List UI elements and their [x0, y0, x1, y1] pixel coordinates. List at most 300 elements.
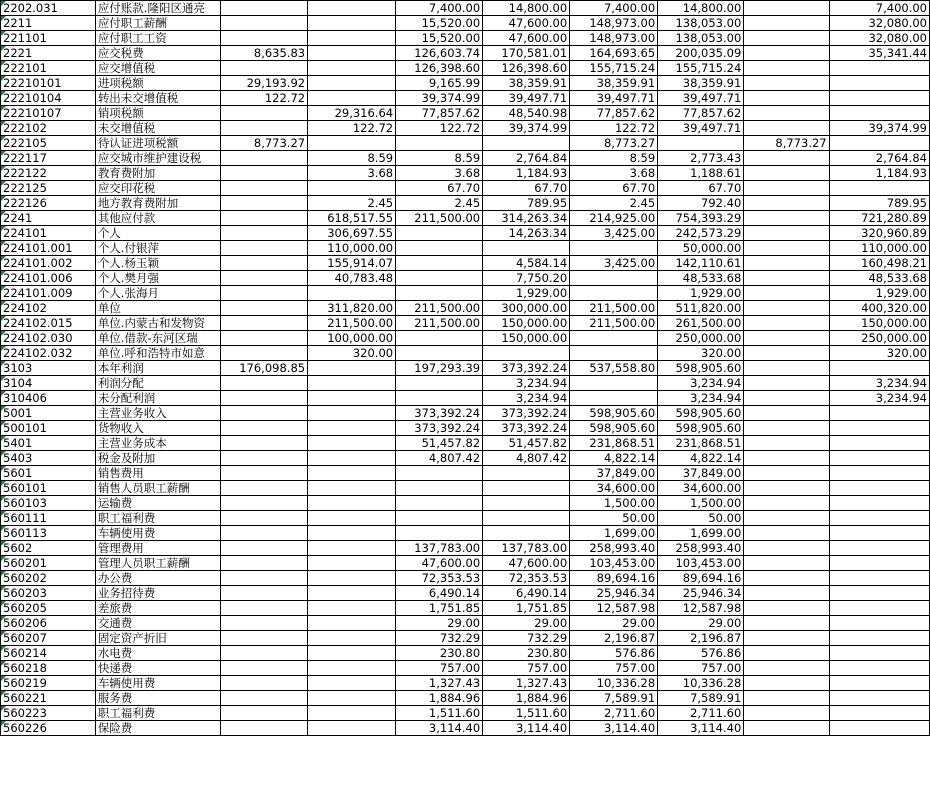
ytd-debit-cell[interactable]	[570, 391, 658, 406]
opening-debit-cell[interactable]: 29,193.92	[221, 76, 308, 91]
closing-credit-cell[interactable]: 1,929.00	[829, 286, 929, 301]
opening-debit-cell[interactable]	[221, 421, 308, 436]
ytd-credit-cell[interactable]: 757.00	[658, 661, 744, 676]
closing-debit-cell[interactable]	[744, 451, 829, 466]
opening-debit-cell[interactable]	[221, 706, 308, 721]
closing-debit-cell[interactable]	[744, 556, 829, 571]
closing-debit-cell[interactable]	[744, 706, 829, 721]
period-credit-cell[interactable]: 373,392.24	[483, 361, 570, 376]
opening-debit-cell[interactable]	[221, 646, 308, 661]
ytd-debit-cell[interactable]: 155,715.24	[570, 61, 658, 76]
ytd-debit-cell[interactable]: 29.00	[570, 616, 658, 631]
opening-debit-cell[interactable]	[221, 616, 308, 631]
opening-debit-cell[interactable]	[221, 541, 308, 556]
opening-debit-cell[interactable]	[221, 376, 308, 391]
closing-debit-cell[interactable]	[744, 166, 829, 181]
ytd-credit-cell[interactable]: 2,196.87	[658, 631, 744, 646]
period-debit-cell[interactable]: 51,457.82	[396, 436, 483, 451]
account-code-cell[interactable]	[1, 151, 96, 166]
account-name-cell[interactable]: 固定资产折旧	[95, 631, 220, 646]
opening-debit-cell[interactable]	[221, 151, 308, 166]
period-credit-cell[interactable]: 2,764.84	[483, 151, 570, 166]
closing-credit-cell[interactable]	[829, 646, 929, 661]
period-debit-cell[interactable]	[396, 346, 483, 361]
account-name-cell[interactable]: 单位.呼和浩特市如意	[95, 346, 220, 361]
period-credit-cell[interactable]: 7,750.20	[483, 271, 570, 286]
closing-credit-cell[interactable]	[829, 91, 929, 106]
closing-debit-cell[interactable]	[744, 391, 829, 406]
period-credit-cell[interactable]: 39,374.99	[483, 121, 570, 136]
account-name-cell[interactable]: 单位.借款-东河区瑞	[95, 331, 220, 346]
account-code-cell[interactable]	[1, 481, 96, 496]
period-credit-cell[interactable]: 757.00	[483, 661, 570, 676]
opening-credit-cell[interactable]: 2.45	[308, 196, 396, 211]
ytd-debit-cell[interactable]: 12,587.98	[570, 601, 658, 616]
account-code-cell[interactable]	[1, 301, 96, 316]
account-code-cell[interactable]	[1, 196, 96, 211]
opening-credit-cell[interactable]	[308, 481, 396, 496]
opening-credit-cell[interactable]	[308, 361, 396, 376]
ytd-credit-cell[interactable]: 155,715.24	[658, 61, 744, 76]
account-code-cell[interactable]	[1, 541, 96, 556]
period-debit-cell[interactable]: 122.72	[396, 121, 483, 136]
closing-debit-cell[interactable]	[744, 316, 829, 331]
ytd-credit-cell[interactable]: 67.70	[658, 181, 744, 196]
closing-debit-cell[interactable]	[744, 271, 829, 286]
account-name-cell[interactable]: 待认证进项税额	[95, 136, 220, 151]
closing-credit-cell[interactable]	[829, 106, 929, 121]
period-debit-cell[interactable]: 67.70	[396, 181, 483, 196]
account-code-cell[interactable]	[1, 421, 96, 436]
closing-debit-cell[interactable]	[744, 586, 829, 601]
period-credit-cell[interactable]: 126,398.60	[483, 61, 570, 76]
closing-credit-cell[interactable]	[829, 61, 929, 76]
ytd-debit-cell[interactable]: 3,114.40	[570, 721, 658, 736]
account-name-cell[interactable]: 应付账款.隆阳区通亮	[95, 1, 220, 16]
closing-credit-cell[interactable]: 721,280.89	[829, 211, 929, 226]
closing-credit-cell[interactable]	[829, 181, 929, 196]
account-code-cell[interactable]	[1, 406, 96, 421]
ytd-debit-cell[interactable]: 38,359.91	[570, 76, 658, 91]
opening-debit-cell[interactable]	[221, 346, 308, 361]
ytd-credit-cell[interactable]: 320.00	[658, 346, 744, 361]
closing-credit-cell[interactable]	[829, 76, 929, 91]
period-credit-cell[interactable]: 14,263.34	[483, 226, 570, 241]
opening-credit-cell[interactable]	[308, 421, 396, 436]
ytd-credit-cell[interactable]: 50.00	[658, 511, 744, 526]
ytd-credit-cell[interactable]: 598,905.60	[658, 361, 744, 376]
account-code-cell[interactable]	[1, 526, 96, 541]
period-credit-cell[interactable]: 6,490.14	[483, 586, 570, 601]
closing-credit-cell[interactable]	[829, 721, 929, 736]
closing-debit-cell[interactable]	[744, 526, 829, 541]
account-name-cell[interactable]: 本年利润	[95, 361, 220, 376]
closing-debit-cell[interactable]	[744, 646, 829, 661]
account-name-cell[interactable]: 运输费	[95, 496, 220, 511]
ytd-debit-cell[interactable]: 757.00	[570, 661, 658, 676]
opening-debit-cell[interactable]	[221, 571, 308, 586]
closing-debit-cell[interactable]	[744, 361, 829, 376]
ytd-debit-cell[interactable]: 598,905.60	[570, 406, 658, 421]
closing-credit-cell[interactable]	[829, 706, 929, 721]
account-name-cell[interactable]: 服务费	[95, 691, 220, 706]
opening-credit-cell[interactable]	[308, 406, 396, 421]
opening-debit-cell[interactable]	[221, 31, 308, 46]
ytd-credit-cell[interactable]: 50,000.00	[658, 241, 744, 256]
closing-credit-cell[interactable]: 7,400.00	[829, 1, 929, 16]
ytd-credit-cell[interactable]	[658, 136, 744, 151]
opening-debit-cell[interactable]	[221, 436, 308, 451]
closing-debit-cell[interactable]	[744, 286, 829, 301]
closing-credit-cell[interactable]	[829, 481, 929, 496]
ytd-credit-cell[interactable]: 598,905.60	[658, 406, 744, 421]
period-credit-cell[interactable]	[483, 466, 570, 481]
account-name-cell[interactable]: 地方教育费附加	[95, 196, 220, 211]
closing-credit-cell[interactable]: 320.00	[829, 346, 929, 361]
closing-credit-cell[interactable]	[829, 136, 929, 151]
period-credit-cell[interactable]	[483, 481, 570, 496]
ytd-credit-cell[interactable]: 576.86	[658, 646, 744, 661]
closing-debit-cell[interactable]	[744, 376, 829, 391]
closing-credit-cell[interactable]	[829, 571, 929, 586]
account-name-cell[interactable]: 应付职工薪酬	[95, 16, 220, 31]
closing-debit-cell[interactable]	[744, 331, 829, 346]
account-code-cell[interactable]	[1, 136, 96, 151]
closing-credit-cell[interactable]: 1,184.93	[829, 166, 929, 181]
period-debit-cell[interactable]: 757.00	[396, 661, 483, 676]
account-name-cell[interactable]: 职工福利费	[95, 706, 220, 721]
ytd-credit-cell[interactable]: 4,822.14	[658, 451, 744, 466]
ytd-credit-cell[interactable]: 89,694.16	[658, 571, 744, 586]
period-credit-cell[interactable]: 47,600.00	[483, 556, 570, 571]
closing-credit-cell[interactable]	[829, 586, 929, 601]
opening-credit-cell[interactable]: 8.59	[308, 151, 396, 166]
closing-debit-cell[interactable]	[744, 421, 829, 436]
opening-credit-cell[interactable]	[308, 76, 396, 91]
ytd-credit-cell[interactable]: 1,188.61	[658, 166, 744, 181]
ytd-debit-cell[interactable]: 164,693.65	[570, 46, 658, 61]
period-debit-cell[interactable]: 77,857.62	[396, 106, 483, 121]
opening-debit-cell[interactable]	[221, 481, 308, 496]
account-name-cell[interactable]: 水电费	[95, 646, 220, 661]
period-debit-cell[interactable]	[396, 286, 483, 301]
period-credit-cell[interactable]	[483, 346, 570, 361]
period-debit-cell[interactable]: 29.00	[396, 616, 483, 631]
account-code-cell[interactable]	[1, 166, 96, 181]
account-name-cell[interactable]: 未分配利润	[95, 391, 220, 406]
period-debit-cell[interactable]	[396, 226, 483, 241]
period-credit-cell[interactable]	[483, 496, 570, 511]
opening-credit-cell[interactable]	[308, 61, 396, 76]
closing-debit-cell[interactable]	[744, 61, 829, 76]
opening-credit-cell[interactable]	[308, 136, 396, 151]
ytd-credit-cell[interactable]: 12,587.98	[658, 601, 744, 616]
account-code-cell[interactable]	[1, 511, 96, 526]
closing-credit-cell[interactable]	[829, 631, 929, 646]
closing-credit-cell[interactable]	[829, 406, 929, 421]
ytd-debit-cell[interactable]	[570, 241, 658, 256]
opening-credit-cell[interactable]	[308, 676, 396, 691]
account-code-cell[interactable]	[1, 316, 96, 331]
opening-credit-cell[interactable]: 211,500.00	[308, 316, 396, 331]
ytd-credit-cell[interactable]: 250,000.00	[658, 331, 744, 346]
ytd-credit-cell[interactable]: 754,393.29	[658, 211, 744, 226]
account-code-cell[interactable]	[1, 391, 96, 406]
opening-debit-cell[interactable]	[221, 316, 308, 331]
ytd-credit-cell[interactable]: 2,711.60	[658, 706, 744, 721]
ytd-credit-cell[interactable]: 1,699.00	[658, 526, 744, 541]
period-debit-cell[interactable]	[396, 331, 483, 346]
opening-credit-cell[interactable]	[308, 526, 396, 541]
opening-credit-cell[interactable]	[308, 1, 396, 16]
period-credit-cell[interactable]: 29.00	[483, 616, 570, 631]
closing-debit-cell[interactable]	[744, 91, 829, 106]
account-code-cell[interactable]	[1, 286, 96, 301]
account-code-cell[interactable]	[1, 31, 96, 46]
ytd-debit-cell[interactable]: 2,711.60	[570, 706, 658, 721]
period-credit-cell[interactable]: 47,600.00	[483, 31, 570, 46]
period-debit-cell[interactable]	[396, 511, 483, 526]
ytd-debit-cell[interactable]	[570, 376, 658, 391]
ytd-credit-cell[interactable]: 14,800.00	[658, 1, 744, 16]
account-code-cell[interactable]	[1, 601, 96, 616]
account-name-cell[interactable]: 车辆使用费	[95, 526, 220, 541]
closing-debit-cell[interactable]	[744, 301, 829, 316]
ytd-credit-cell[interactable]: 29.00	[658, 616, 744, 631]
period-credit-cell[interactable]: 1,884.96	[483, 691, 570, 706]
period-credit-cell[interactable]: 373,392.24	[483, 406, 570, 421]
closing-debit-cell[interactable]	[744, 106, 829, 121]
account-code-cell[interactable]	[1, 661, 96, 676]
period-credit-cell[interactable]: 789.95	[483, 196, 570, 211]
ytd-credit-cell[interactable]: 511,820.00	[658, 301, 744, 316]
ytd-debit-cell[interactable]: 7,589.91	[570, 691, 658, 706]
opening-debit-cell[interactable]	[221, 16, 308, 31]
period-debit-cell[interactable]: 2.45	[396, 196, 483, 211]
period-credit-cell[interactable]: 3,234.94	[483, 376, 570, 391]
account-name-cell[interactable]: 应付职工工资	[95, 31, 220, 46]
period-debit-cell[interactable]: 72,353.53	[396, 571, 483, 586]
account-name-cell[interactable]: 货物收入	[95, 421, 220, 436]
account-name-cell[interactable]: 应交城市维护建设税	[95, 151, 220, 166]
ytd-debit-cell[interactable]: 148,973.00	[570, 16, 658, 31]
period-debit-cell[interactable]: 137,783.00	[396, 541, 483, 556]
ytd-debit-cell[interactable]: 211,500.00	[570, 316, 658, 331]
opening-credit-cell[interactable]: 100,000.00	[308, 331, 396, 346]
account-name-cell[interactable]: 管理费用	[95, 541, 220, 556]
ytd-debit-cell[interactable]: 148,973.00	[570, 31, 658, 46]
period-debit-cell[interactable]: 126,603.74	[396, 46, 483, 61]
period-credit-cell[interactable]: 1,511.60	[483, 706, 570, 721]
closing-credit-cell[interactable]: 789.95	[829, 196, 929, 211]
opening-credit-cell[interactable]: 110,000.00	[308, 241, 396, 256]
closing-debit-cell[interactable]	[744, 196, 829, 211]
account-code-cell[interactable]	[1, 241, 96, 256]
period-debit-cell[interactable]	[396, 376, 483, 391]
period-credit-cell[interactable]: 1,184.93	[483, 166, 570, 181]
closing-debit-cell[interactable]	[744, 541, 829, 556]
account-code-cell[interactable]	[1, 106, 96, 121]
opening-debit-cell[interactable]	[221, 511, 308, 526]
opening-credit-cell[interactable]: 306,697.55	[308, 226, 396, 241]
period-debit-cell[interactable]: 1,884.96	[396, 691, 483, 706]
closing-credit-cell[interactable]	[829, 496, 929, 511]
account-name-cell[interactable]: 职工福利费	[95, 511, 220, 526]
account-code-cell[interactable]	[1, 616, 96, 631]
period-debit-cell[interactable]: 126,398.60	[396, 61, 483, 76]
opening-credit-cell[interactable]: 320.00	[308, 346, 396, 361]
ytd-debit-cell[interactable]: 25,946.34	[570, 586, 658, 601]
account-name-cell[interactable]: 销售费用	[95, 466, 220, 481]
period-debit-cell[interactable]	[396, 271, 483, 286]
opening-credit-cell[interactable]	[308, 496, 396, 511]
closing-credit-cell[interactable]: 48,533.68	[829, 271, 929, 286]
account-code-cell[interactable]	[1, 181, 96, 196]
ytd-credit-cell[interactable]: 3,234.94	[658, 376, 744, 391]
closing-credit-cell[interactable]	[829, 451, 929, 466]
period-credit-cell[interactable]: 39,497.71	[483, 91, 570, 106]
opening-debit-cell[interactable]	[221, 271, 308, 286]
closing-debit-cell[interactable]	[744, 496, 829, 511]
opening-credit-cell[interactable]: 155,914.07	[308, 256, 396, 271]
account-name-cell[interactable]: 应交增值税	[95, 61, 220, 76]
closing-debit-cell[interactable]	[744, 616, 829, 631]
ytd-credit-cell[interactable]: 103,453.00	[658, 556, 744, 571]
ytd-debit-cell[interactable]	[570, 346, 658, 361]
period-credit-cell[interactable]	[483, 136, 570, 151]
opening-debit-cell[interactable]	[221, 601, 308, 616]
opening-debit-cell[interactable]	[221, 1, 308, 16]
ytd-debit-cell[interactable]	[570, 286, 658, 301]
opening-credit-cell[interactable]: 122.72	[308, 121, 396, 136]
closing-credit-cell[interactable]	[829, 601, 929, 616]
closing-credit-cell[interactable]: 35,341.44	[829, 46, 929, 61]
opening-debit-cell[interactable]	[221, 451, 308, 466]
account-name-cell[interactable]: 转出未交增值税	[95, 91, 220, 106]
ytd-debit-cell[interactable]: 8.59	[570, 151, 658, 166]
closing-debit-cell[interactable]	[744, 691, 829, 706]
closing-debit-cell[interactable]	[744, 346, 829, 361]
ytd-debit-cell[interactable]: 122.72	[570, 121, 658, 136]
opening-debit-cell[interactable]	[221, 466, 308, 481]
ytd-debit-cell[interactable]: 2,196.87	[570, 631, 658, 646]
period-debit-cell[interactable]: 3.68	[396, 166, 483, 181]
period-debit-cell[interactable]: 39,374.99	[396, 91, 483, 106]
opening-debit-cell[interactable]	[221, 391, 308, 406]
closing-debit-cell[interactable]	[744, 31, 829, 46]
opening-debit-cell[interactable]	[221, 526, 308, 541]
ytd-credit-cell[interactable]: 2,773.43	[658, 151, 744, 166]
account-name-cell[interactable]: 未交增值税	[95, 121, 220, 136]
ytd-debit-cell[interactable]: 8,773.27	[570, 136, 658, 151]
period-debit-cell[interactable]	[396, 256, 483, 271]
account-name-cell[interactable]: 进项税额	[95, 76, 220, 91]
closing-debit-cell[interactable]	[744, 46, 829, 61]
opening-debit-cell[interactable]	[221, 631, 308, 646]
account-name-cell[interactable]: 个人.樊月强	[95, 271, 220, 286]
account-code-cell[interactable]	[1, 691, 96, 706]
period-debit-cell[interactable]: 211,500.00	[396, 211, 483, 226]
opening-credit-cell[interactable]	[308, 571, 396, 586]
period-debit-cell[interactable]: 373,392.24	[396, 421, 483, 436]
account-name-cell[interactable]: 业务招待费	[95, 586, 220, 601]
account-code-cell[interactable]	[1, 211, 96, 226]
account-code-cell[interactable]	[1, 1, 96, 16]
account-code-cell[interactable]	[1, 226, 96, 241]
ytd-credit-cell[interactable]: 258,993.40	[658, 541, 744, 556]
opening-credit-cell[interactable]	[308, 181, 396, 196]
opening-credit-cell[interactable]	[308, 661, 396, 676]
ytd-credit-cell[interactable]: 261,500.00	[658, 316, 744, 331]
account-code-cell[interactable]	[1, 271, 96, 286]
account-name-cell[interactable]: 利润分配	[95, 376, 220, 391]
period-credit-cell[interactable]: 300,000.00	[483, 301, 570, 316]
ytd-credit-cell[interactable]: 48,533.68	[658, 271, 744, 286]
opening-debit-cell[interactable]	[221, 196, 308, 211]
closing-credit-cell[interactable]	[829, 361, 929, 376]
opening-debit-cell[interactable]	[221, 691, 308, 706]
ytd-debit-cell[interactable]: 3.68	[570, 166, 658, 181]
ytd-credit-cell[interactable]: 200,035.09	[658, 46, 744, 61]
account-name-cell[interactable]: 单位.内蒙古和发物资	[95, 316, 220, 331]
period-credit-cell[interactable]: 4,807.42	[483, 451, 570, 466]
period-debit-cell[interactable]: 1,751.85	[396, 601, 483, 616]
opening-credit-cell[interactable]: 311,820.00	[308, 301, 396, 316]
closing-debit-cell[interactable]	[744, 601, 829, 616]
closing-credit-cell[interactable]: 32,080.00	[829, 16, 929, 31]
account-name-cell[interactable]: 保险费	[95, 721, 220, 736]
ytd-debit-cell[interactable]: 10,336.28	[570, 676, 658, 691]
opening-credit-cell[interactable]	[308, 46, 396, 61]
account-code-cell[interactable]	[1, 631, 96, 646]
account-code-cell[interactable]	[1, 706, 96, 721]
closing-debit-cell[interactable]	[744, 436, 829, 451]
account-code-cell[interactable]	[1, 76, 96, 91]
period-debit-cell[interactable]: 1,511.60	[396, 706, 483, 721]
opening-credit-cell[interactable]	[308, 556, 396, 571]
opening-credit-cell[interactable]	[308, 91, 396, 106]
period-debit-cell[interactable]: 3,114.40	[396, 721, 483, 736]
period-debit-cell[interactable]	[396, 136, 483, 151]
ytd-credit-cell[interactable]: 7,589.91	[658, 691, 744, 706]
account-name-cell[interactable]: 个人.付银萍	[95, 241, 220, 256]
opening-credit-cell[interactable]	[308, 721, 396, 736]
closing-debit-cell[interactable]	[744, 1, 829, 16]
ytd-debit-cell[interactable]: 537,558.80	[570, 361, 658, 376]
account-code-cell[interactable]	[1, 346, 96, 361]
opening-credit-cell[interactable]: 40,783.48	[308, 271, 396, 286]
ytd-debit-cell[interactable]: 1,500.00	[570, 496, 658, 511]
closing-debit-cell[interactable]	[744, 121, 829, 136]
closing-credit-cell[interactable]: 32,080.00	[829, 31, 929, 46]
period-credit-cell[interactable]: 1,327.43	[483, 676, 570, 691]
period-debit-cell[interactable]: 211,500.00	[396, 316, 483, 331]
period-credit-cell[interactable]: 48,540.98	[483, 106, 570, 121]
period-credit-cell[interactable]: 150,000.00	[483, 316, 570, 331]
period-debit-cell[interactable]: 15,520.00	[396, 16, 483, 31]
ytd-credit-cell[interactable]: 3,114.40	[658, 721, 744, 736]
account-name-cell[interactable]: 个人.杨玉颖	[95, 256, 220, 271]
opening-credit-cell[interactable]	[308, 646, 396, 661]
period-credit-cell[interactable]: 150,000.00	[483, 331, 570, 346]
account-code-cell[interactable]	[1, 466, 96, 481]
ytd-debit-cell[interactable]: 37,849.00	[570, 466, 658, 481]
ytd-debit-cell[interactable]	[570, 331, 658, 346]
closing-credit-cell[interactable]: 250,000.00	[829, 331, 929, 346]
ytd-debit-cell[interactable]: 2.45	[570, 196, 658, 211]
opening-credit-cell[interactable]	[308, 706, 396, 721]
ytd-debit-cell[interactable]: 39,497.71	[570, 91, 658, 106]
